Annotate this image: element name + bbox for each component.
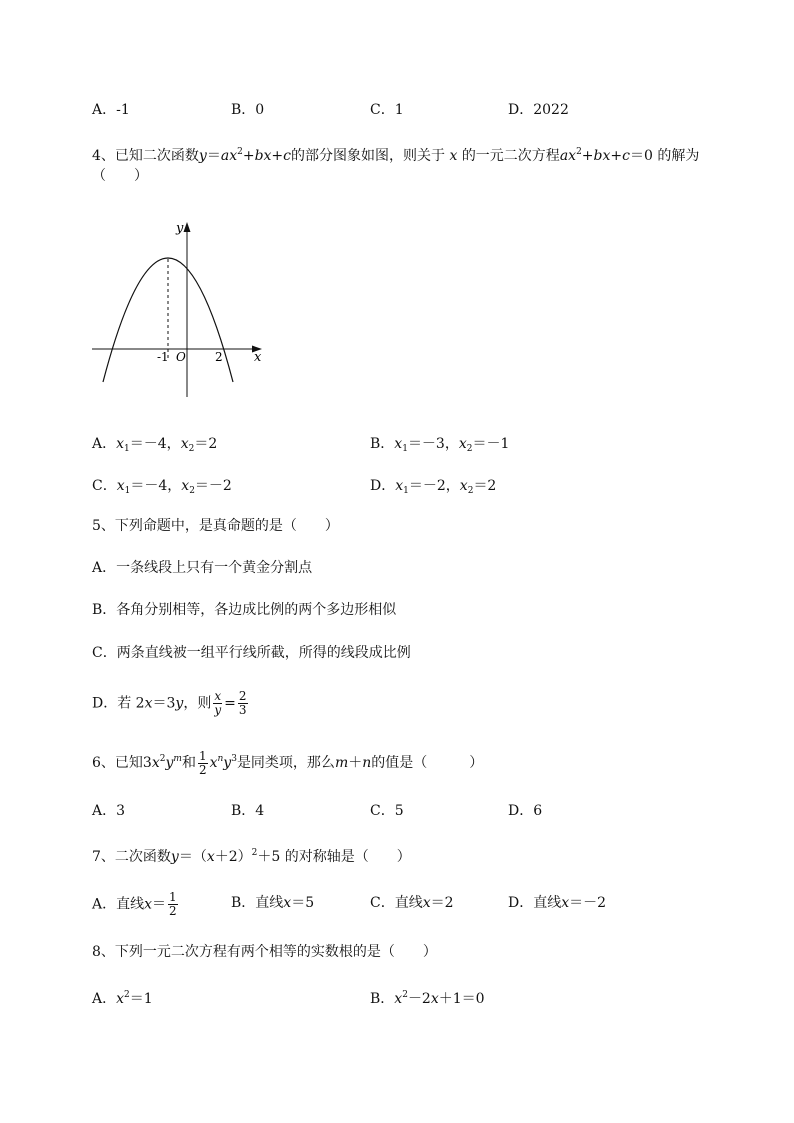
origin-label: O: [176, 350, 186, 364]
q8-b-rest: －2: [407, 991, 431, 1007]
q3-option-b[interactable]: B．0: [231, 102, 265, 118]
q7-d-prefix: D．直线: [508, 895, 562, 911]
tick-label-2: 2: [215, 350, 223, 364]
q5-d-frac-den: y: [214, 703, 222, 717]
q6-option-a[interactable]: A．3: [92, 803, 126, 819]
q5-d-frac2-num: 2: [238, 689, 247, 703]
q8-a-rest: ＝1: [129, 991, 153, 1007]
q5-option-b[interactable]: B．各角分别相等，各边成比例的两个多边形相似: [92, 602, 397, 618]
q4-option-c-sub2: 2: [189, 486, 195, 496]
q4-option-c-x2: x: [181, 478, 190, 494]
q6-y-exp: m: [173, 754, 182, 764]
q5-option-d[interactable]: [92, 690, 250, 717]
q7-b-x: x: [283, 895, 292, 911]
q5-d-eq: ＝3: [152, 695, 176, 712]
q7-exp: 2: [251, 848, 258, 858]
q4-var-x: x: [449, 148, 458, 164]
q4-option-b-x2: x: [458, 436, 467, 452]
q4-option-d-letter: D．: [370, 478, 396, 494]
q4-option-a-x2: x: [180, 436, 189, 452]
q4-option-d-v2: ＝2: [473, 478, 497, 494]
q4-option-b[interactable]: [370, 434, 509, 459]
q7-a-eq: ＝: [152, 896, 167, 913]
q4-answer-paren: （ ）: [92, 168, 148, 184]
q4-stem-end: ＝0 的解为: [629, 148, 700, 164]
q4-eq2-square: 2: [576, 147, 582, 157]
q6-frac-num: 1: [198, 748, 207, 763]
q7-y: y: [170, 849, 179, 865]
q4-eq: ＝: [206, 148, 221, 164]
x-axis-label: x: [254, 350, 262, 365]
q7-b-prefix: B．直线: [231, 895, 284, 911]
q4-option-b-sub2: 2: [466, 444, 473, 454]
q4-var-y: y: [198, 148, 207, 164]
q4-option-b-x1: x: [394, 436, 403, 452]
q6-and: 和: [181, 755, 196, 771]
q4-option-a-v2: ＝2: [194, 436, 218, 452]
q4-option-b-letter: B．: [370, 436, 395, 452]
q4-plus2: +: [271, 148, 284, 164]
q6-option-b[interactable]: B．4: [231, 803, 265, 819]
q7-tail: ＋5 的对称轴是（ ）: [257, 849, 411, 865]
q4-parabola-graph: [88, 212, 278, 402]
q4-option-c-x1: x: [116, 478, 125, 494]
q8-option-b[interactable]: [370, 985, 485, 1009]
q7-c-val: ＝2: [430, 895, 454, 911]
q7-x: x: [206, 849, 215, 865]
q7-b-val: ＝5: [291, 895, 315, 911]
q5-stem: 5、下列命题中，是真命题的是（ ）: [92, 518, 339, 534]
q5-option-a[interactable]: A．一条线段上只有一个黄金分割点: [92, 560, 313, 576]
q4-term-bx: bx: [254, 148, 272, 164]
q6-suffix: 的值是（ ）: [371, 755, 484, 771]
q4-option-c-letter: C．: [92, 478, 117, 494]
q4-plus1: +: [242, 148, 255, 164]
q6-prefix: 6、已知3: [92, 755, 152, 771]
q4-option-a-v1: ＝－4，: [129, 436, 181, 452]
q7-a-x: x: [144, 896, 153, 913]
y-axis-label: y: [176, 221, 184, 236]
q3-option-a[interactable]: A．-1: [92, 102, 130, 118]
q8-a-letter: A．: [92, 991, 117, 1007]
q6-y2-exp: 3: [231, 754, 237, 764]
q4-term-c: c: [283, 148, 291, 164]
q4-option-c-v1: ＝－4，: [130, 478, 182, 494]
q4-term-ax: ax: [220, 148, 238, 164]
q6-plus: ＋: [348, 755, 363, 771]
q4-stem-mid: 的部分图象如图，则关于: [291, 148, 445, 164]
q4-eq2-c: c: [622, 148, 630, 164]
q6-option-d[interactable]: D．6: [508, 803, 543, 819]
q4-option-b-v1: ＝－3，: [407, 436, 459, 452]
q6-y2: y: [223, 755, 232, 771]
q5-d-x: x: [144, 695, 153, 712]
q8-option-a[interactable]: [92, 985, 153, 1009]
q4-option-d-sub2: 2: [467, 486, 474, 496]
q6-x2-exp: n: [217, 754, 224, 764]
q7-a-prefix: A．直线: [92, 896, 145, 913]
q6-y: y: [165, 755, 174, 771]
q4-option-c[interactable]: [92, 476, 232, 501]
q5-d-eq2: =: [224, 695, 236, 712]
q4-eq2-plus1: +: [581, 148, 594, 164]
q7-option-c[interactable]: [370, 893, 454, 913]
q4-option-a-x1: x: [116, 436, 125, 452]
q8-a-exp: 2: [124, 990, 130, 1000]
q4-eq2-plus2: +: [610, 148, 623, 164]
q5-d-frac-num: x: [214, 689, 222, 703]
q4-stem-mid2: 的一元二次方程: [461, 148, 560, 164]
q6-frac-den: 2: [198, 762, 207, 777]
q8-b-rest2: ＋1＝0: [438, 991, 485, 1007]
q4-eq2-ax: ax: [559, 148, 577, 164]
q7-a-frac-den: 2: [169, 904, 177, 918]
q8-b-letter: B．: [370, 991, 395, 1007]
y-axis-arrow-icon: [184, 222, 191, 232]
q4-option-a-sub1: 1: [124, 444, 130, 454]
q4-eq2-bx: bx: [593, 148, 611, 164]
q4-option-a[interactable]: [92, 434, 217, 459]
q4-option-d[interactable]: [370, 476, 496, 501]
q8-b-exp: 2: [402, 990, 408, 1000]
q6-mid: 是同类项，那么: [236, 755, 335, 771]
q5-option-c[interactable]: C．两条直线被一组平行线所截，所得的线段成比例: [92, 645, 411, 661]
q4-option-d-x1: x: [395, 478, 404, 494]
q7-d-val: ＝－2: [569, 895, 607, 911]
q6-x2: x: [209, 755, 218, 771]
q7-eq: ＝（: [178, 849, 207, 865]
q7-rest: ＋2）: [214, 849, 252, 865]
q7-option-b[interactable]: [231, 893, 314, 913]
q4-square: 2: [237, 147, 243, 157]
q5-d-frac2-den: 3: [238, 703, 247, 717]
q6-n: n: [362, 755, 372, 771]
q3-option-c[interactable]: C．1: [370, 102, 404, 118]
q7-option-a[interactable]: [92, 891, 180, 918]
q7-c-x: x: [422, 895, 431, 911]
tick-label-neg1: -1: [157, 350, 169, 364]
q6-fraction-half: [198, 750, 208, 777]
q5-d-fraction-23: [238, 690, 248, 717]
q5-d-fraction-xy: [213, 690, 222, 717]
q7-option-d[interactable]: [508, 893, 606, 913]
q7-d-x: x: [561, 895, 570, 911]
q6-m: m: [334, 755, 349, 771]
q6-x-exp: 2: [159, 754, 166, 764]
q4-option-b-sub1: 1: [402, 444, 408, 454]
q4-option-a-sub2: 2: [188, 444, 195, 454]
q7-a-frac-num: 1: [169, 890, 177, 904]
q4-option-b-v2: ＝－1: [472, 436, 510, 452]
q8-b-x2: x: [430, 991, 439, 1007]
q4-option-d-sub1: 1: [403, 486, 409, 496]
q8-b-x: x: [394, 991, 403, 1007]
q7-a-fraction: [168, 891, 178, 918]
q6-stem: [92, 749, 483, 777]
q8-stem: 8、下列一元二次方程有两个相等的实数根的是（ ）: [92, 944, 437, 960]
q4-option-d-v1: ＝－2，: [408, 478, 460, 494]
q5-d-prefix: D．若 2: [92, 695, 145, 712]
q4-option-d-x2: x: [459, 478, 468, 494]
q5-d-then: ，则: [183, 695, 212, 712]
q4-option-a-letter: A．: [92, 436, 117, 452]
q4-option-c-v2: ＝－2: [194, 478, 232, 494]
q6-option-c[interactable]: C．5: [370, 803, 404, 819]
q4-stem-prefix: 4、已知二次函数: [92, 148, 199, 164]
q8-a-x: x: [116, 991, 125, 1007]
q7-stem: [92, 843, 411, 867]
q6-x: x: [151, 755, 160, 771]
q3-option-d[interactable]: D．2022: [508, 102, 569, 118]
q7-c-prefix: C．直线: [370, 895, 423, 911]
q7-prefix: 7、二次函数: [92, 849, 171, 865]
q4-option-c-sub1: 1: [124, 486, 131, 496]
q5-d-y: y: [175, 695, 184, 712]
q4-stem: [92, 142, 699, 166]
